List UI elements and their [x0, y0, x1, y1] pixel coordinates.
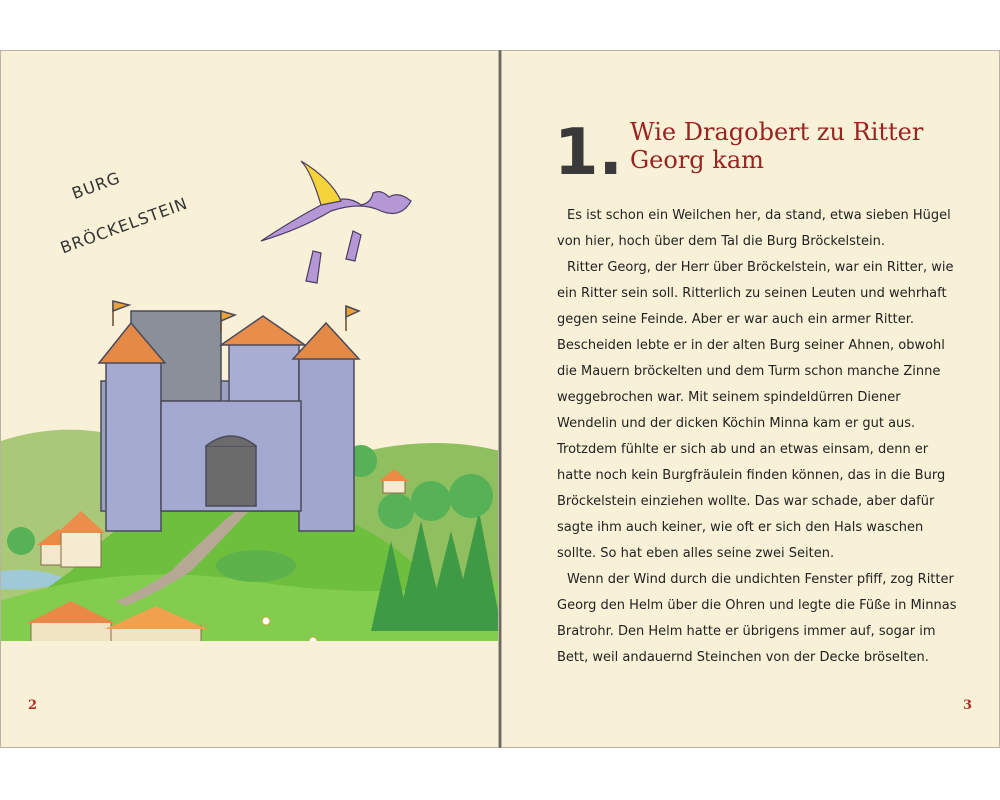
page-number-left: 2 [28, 698, 38, 713]
page-number-right: 3 [962, 698, 972, 713]
castle [99, 301, 359, 531]
left-page [0, 50, 499, 748]
chapter-number: 1. [554, 116, 623, 190]
chapter-title: Wie Dragobert zu Ritter Georg kam [630, 118, 924, 174]
paragraph: Wenn der Wind durch die undichten Fenster pfiff, zog Ritter Georg den Helm über die Ohren und legte die Füße in Minnas Bratrohr. Den Helm hatte er übrigens immer auf, sogar im Bett, weil andauernd Steinchen von der Decke bröselten. [557, 572, 957, 665]
castle-name-sign-line1: BURG [69, 167, 123, 204]
paragraph: Es ist schon ein Weilchen her, da stand, etwa sieben Hügel von hier, hoch über dem Tal die Burg Bröckelstein. [557, 208, 951, 249]
paragraph: Ritter Georg, der Herr über Bröckelstein, war ein Ritter, wie ein Ritter sein soll. Ritterlich zu seinen Leuten und wehrhaft gegen seine Feinde. Aber er war auch ein armer Ritter. Bescheiden lebte er in der alten Burg seiner Ahnen, obwohl die Mauern bröckelten und dem Turm schon manche Zinne weggebrochen war. Mit seinem spindeldürren Diener Wendelin und der dicken Köchin Minna kam er gut aus. Trotzdem fühlte er sich ab und an etwas einsam, denn er hatte noch kein Burgfräulein finden können, das in die Burg Bröckelstein einziehen wollte. Das war schade, aber dafür sagte ihm auch keiner, wie oft er sich den Hals waschen sollte. So hat eben alles seine zwei Seiten. [557, 260, 954, 561]
chapter-body [557, 203, 957, 671]
right-page [501, 50, 1000, 748]
castle-name-sign-line2: BRÖCKELSTEIN [57, 193, 191, 258]
book-spread [0, 50, 1000, 750]
dragon [261, 161, 411, 283]
